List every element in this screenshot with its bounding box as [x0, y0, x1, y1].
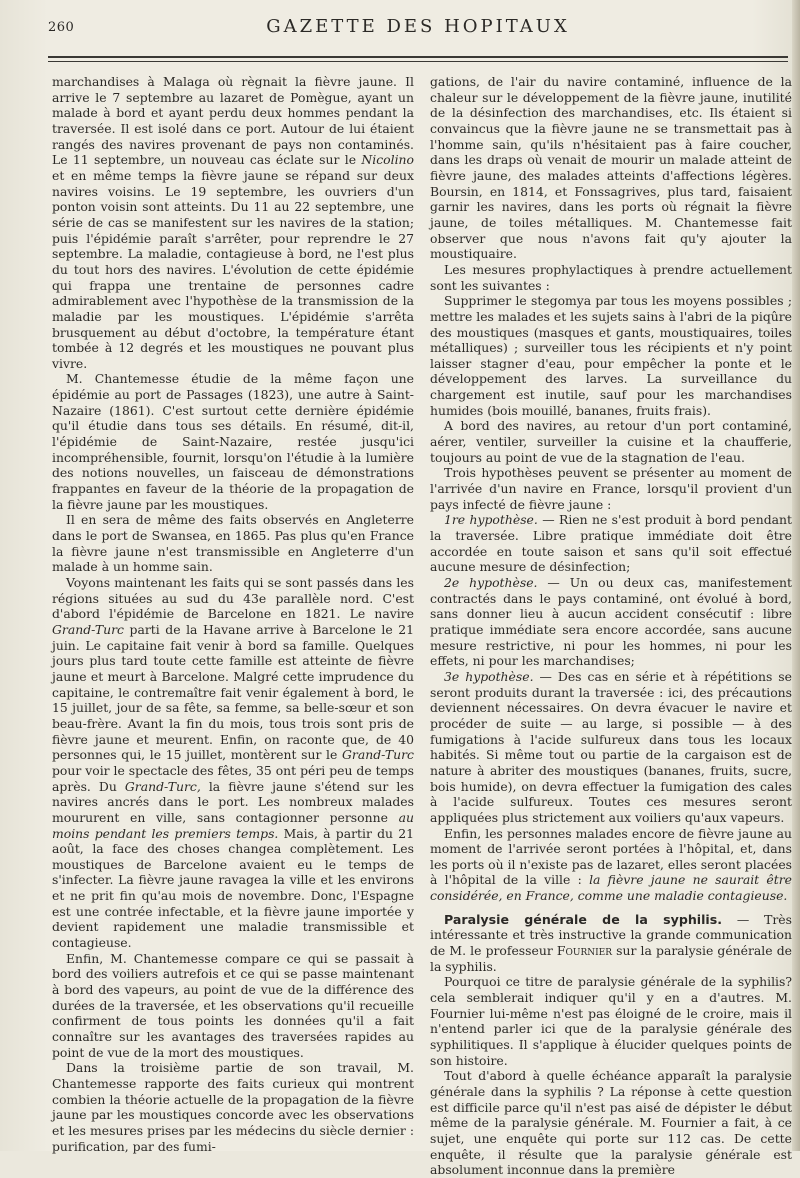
- ship-name: Nicolino: [361, 152, 414, 168]
- paragraph: Supprimer le stegomya par tous les moyens possibles ; mettre les malades et les sujets sains à l'abri de la piqûre des moustiques (masques et gants, moustiquaires, toiles métalliques) ; surveiller tous les récipients et n'y point laisser stagner d'eau, pour empêcher la ponte et le développement des larves. La surveillance du chargement est inutile, sauf pour les marchandises humides (bois mouillé, bananes, fruits frais).: [430, 293, 792, 418]
- paragraph: gations, de l'air du navire contaminé, influence de la chaleur sur le développement de la fièvre jaune, inutilité de la désinfection des marchandises, etc. Ils étaient si convaincus que la fièvre jaune ne se transmettait pas à l'homme sain, qu'ils n'hésitaient pas à faire coucher, dans les draps où venait de mourir un malade atteint de fièvre jaune, des malades atteints d'affections légères. Boursin, en 1814, et Fonssagrives, plus tard, faisaient garnir les navires, dans les ports où régnait la fièvre jaune, de toiles métalliques. M. Chantemesse fait observer que nous n'avons fait qu'y ajouter la moustiquaire.: [430, 74, 792, 262]
- ship-name: Grand-Turc: [342, 747, 414, 763]
- paragraph: A bord des navires, au retour d'un port contaminé, aérer, ventiler, surveiller la cuisine et la chaufferie, toujours au point de vue de la stagnation de l'eau.: [430, 418, 792, 465]
- emphasis: au moins pendant les premiers temps.: [52, 809, 414, 841]
- paragraph: Tout d'abord à quelle échéance apparaît la paralysie générale dans la syphilis ? La réponse à cette question est difficile parce qu'il n'est pas aisé de dépister le début même de la paralysie générale. M. Fournier a fait, à ce sujet, une enquête qui porte sur 112 cas. De cette enquête, il résulte que la paralysie générale est absolument inconnue dans la première: [430, 1068, 792, 1178]
- paragraph: Il en sera de même des faits observés en Angleterre dans le port de Swansea, en 1865. Pas plus qu'en France la fièvre jaune n'est transmissible en Angleterre d'un malade à un homme sain.: [52, 512, 414, 575]
- hypothesis-1: 1re hypothèse. — Rien ne s'est produit à bord pendant la traversée. Libre pratique immédiate doit être accordée en toute saison et sans qu'il soit effectué aucune mesure de désinfection;: [430, 512, 792, 575]
- paragraph: marchandises à Malaga où règnait la fièvre jaune. Il arrive le 7 septembre au lazaret de Pomègue, ayant un malade à bord et ayant perdu deux hommes pendant la traversée. Il est isolé dans ce port. Autour de lui étaient rangés des navires provenant de pays non contaminés. Le 11 septembre, un nouveau cas éclate sur le Nicolino et en même temps la fièvre jaune se répand sur deux navires voisins. Le 19 septembre, les ouvriers d'un ponton voisin sont atteints. Du 11 au 22 septembre, une série de cas se manifestent sur les navires de la station; puis l'épidémie paraît s'arrêter, pour reprendre le 27 septembre. La maladie, contagieuse à bord, ne l'est plus du tout hors des navires. L'évolution de cette épidémie qui frappa une trentaine de personnes cadre admirablement avec l'hypothèse de la transmission de la maladie par les moustiques. L'épidémie s'arrêta brusquement au début d'octobre, la température étant tombée à 12 degrés et les moustiques ne pouvant plus vivre.: [52, 74, 414, 371]
- emphasis: la fièvre jaune ne saurait être considérée, en France, comme une maladie contagieuse.: [430, 872, 792, 904]
- author-name: Fournier: [556, 943, 613, 959]
- paragraph: M. Chantemesse étudie de la même façon une épidémie au port de Passages (1823), une autre à Saint-Nazaire (1861). C'est surtout cette dernière épidémie qu'il étudie dans tous ses détails. En résumé, dit-il, l'épidémie de Saint-Nazaire, restée jusqu'ici incompréhensible, fournit, lorsqu'on l'étudie à la lumière des notions nouvelles, un faisceau de démonstrations frappantes en faveur de la théorie de la propagation de la fièvre jaune par les moustiques.: [52, 371, 414, 512]
- paragraph: Pourquoi ce titre de paralysie générale de la syphilis? cela semblerait indiquer qu'il y en a d'autres. M. Fournier lui-même n'est pas éloigné de le croire, mais il n'entend parler ici que de la paralysie générale des syphilitiques. Il s'applique à élucider quelques points de son histoire.: [430, 974, 792, 1068]
- hypothesis-2: 2e hypothèse. — Un ou deux cas, manifestement contractés dans le pays contaminé, ont évolué à bord, sans donner lieu à aucun accident consécutif : libre pratique immédiate sera encore accordée, sans aucune mesure restrictive, ni pour les hommes, ni pour les effets, ni pour les marchandises;: [430, 575, 792, 669]
- ship-name: Grand-Turc,: [124, 778, 201, 794]
- paragraph: Trois hypothèses peuvent se présenter au moment de l'arrivée d'un navire en France, lorsqu'il provient d'un pays infecté de fièvre jaune :: [430, 465, 792, 512]
- ship-name: Grand-Turc: [52, 621, 124, 637]
- paragraph: Voyons maintenant les faits qui se sont passés dans les régions situées au sud du 43e parallèle nord. C'est d'abord l'épidémie de Barcelone en 1821. Le navire Grand-Turc parti de la Havane arrive à Barcelone le 21 juin. Le capitaine fait venir à bord sa famille. Quelques jours plus tard toute cette famille est atteinte de fièvre jaune et meurt à Barcelone. Malgré cette imprudence du capitaine, le contremaître fait venir également à bord, le 15 juillet, jour de sa fête, sa femme, sa belle-sœur et son beau-frère. Avant la fin du mois, tous trois sont pris de fièvre jaune et meurent. Enfin, on raconte que, de 40 personnes qui, le 15 juillet, montèrent sur le Grand-Turc pour voir le spectacle des fêtes, 35 ont péri peu de temps après. Du Grand-Turc, la fièvre jaune s'étend sur les navires ancrés dans le port. Les nombreux malades moururent en ville, sans contagionner personne au moins pendant les premiers temps. Mais, à partir du 21 août, la face des choses changea complètement. Les moustiques de Barcelone avaient eu le temps de s'infecter. La fièvre jaune ravagea la ville et les environs et ne prit fin qu'au mois de novembre. Donc, l'Espagne est une contrée infectable, et la fièvre jaune importée y devient rapidement une maladie transmissible et contagieuse.: [52, 575, 414, 951]
- paragraph: Enfin, les personnes malades encore de fièvre jaune au moment de l'arrivée seront portées à l'hôpital, et, dans les ports où il n'existe pas de lazaret, elles seront placées à l'hôpital de la ville : la fièvre jaune ne saurait être considérée, en France, comme une maladie contagieuse.: [430, 825, 793, 904]
- journal-title: GAZETTE DES HOPITAUX: [266, 16, 570, 37]
- paragraph: Dans la troisième partie de son travail, M. Chantemesse rapporte des faits curieux qui montrent combien la théorie actuelle de la propagation de la fièvre jaune par les moustiques concorde avec les observations et les mesures prises par les médecins du siècle dernier : purification, par des fumi-: [52, 1060, 414, 1154]
- page-edge: [792, 0, 800, 1151]
- header-rule-thick: [48, 56, 788, 58]
- paragraph: Les mesures prophylactiques à prendre actuellement sont les suivantes :: [430, 261, 792, 293]
- left-column: [52, 74, 414, 1154]
- section-heading: Paralysie générale de la syphilis.: [444, 911, 723, 927]
- section-intro: Paralysie générale de la syphilis. — Très intéressante et très instructive la grande communication de M. le professeur Fournier sur la paralysie générale de la syphilis.: [430, 911, 792, 974]
- header-rule-thin: [48, 61, 788, 62]
- page-number: 260: [48, 20, 75, 35]
- hypothesis-3: 3e hypothèse. — Des cas en série et à répétitions se seront produits durant la traversée : ici, des précautions deviennent nécessaires. On devra évacuer le navire et procéder de suite — au large, si possible — à des fumigations à l'acide sulfureux dans tous les locaux habités. Si même tout ou partie de la cargaison est de nature à abriter des moustiques (bananes, fruits, sucre, bois humide), on devra effectuer la fumigation des cales à l'acide sulfureux. Toutes ces mesures seront appliquées plus strictement aux voiliers qu'aux vapeurs.: [430, 668, 792, 825]
- right-column: [430, 74, 792, 1178]
- paragraph: Enfin, M. Chantemesse compare ce qui se passait à bord des voiliers autrefois et ce qui se passe maintenant à bord des vapeurs, au point de vue de la différence des durées de la traversée, et les observations qu'il recueille confirment de tous points les données qu'il a fait connaître sur les avantages des traversées rapides au point de vue de la mort des moustiques.: [52, 950, 414, 1060]
- page-header: [48, 14, 788, 42]
